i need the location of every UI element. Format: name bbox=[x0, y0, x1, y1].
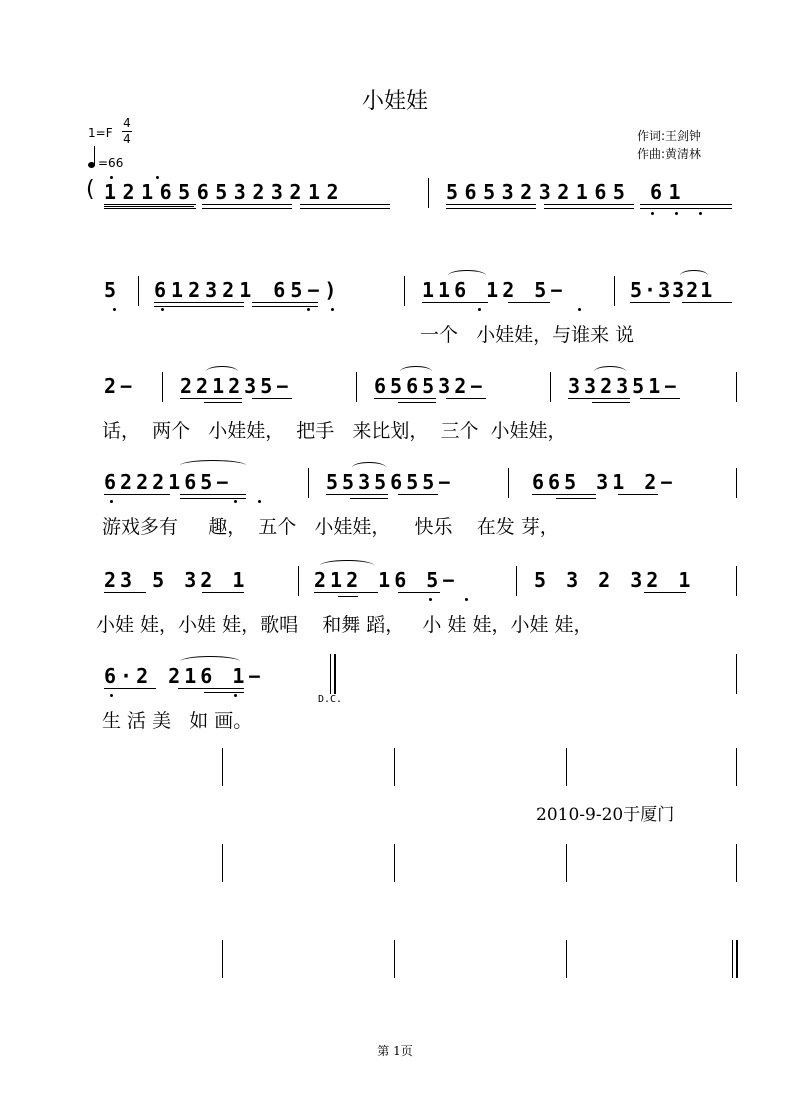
underline bbox=[630, 302, 670, 303]
measure: 2− bbox=[104, 374, 137, 398]
underline bbox=[104, 494, 170, 495]
low-dot bbox=[651, 212, 654, 215]
key-signature: 1=F bbox=[88, 126, 113, 140]
underline bbox=[204, 402, 242, 403]
underline bbox=[314, 592, 378, 593]
measure: 6·2 216 1− bbox=[104, 664, 265, 688]
barline bbox=[428, 178, 429, 208]
date-place: 2010-9-20于厦门 bbox=[536, 805, 675, 825]
low-dot bbox=[234, 500, 237, 503]
lyrics-line: 游戏多有 趣， 五个 小娃娃， 快乐 在发 芽， bbox=[102, 516, 559, 538]
underline bbox=[300, 204, 390, 205]
underline bbox=[202, 592, 244, 593]
empty-barline bbox=[394, 940, 395, 978]
staff-line-2 bbox=[0, 276, 790, 316]
tie-slur bbox=[680, 270, 708, 281]
measure: 332351− bbox=[568, 374, 681, 398]
underline bbox=[204, 692, 244, 693]
tie-slur bbox=[320, 560, 374, 571]
open-paren: ( bbox=[86, 177, 95, 202]
barline bbox=[298, 566, 299, 596]
low-dot bbox=[578, 308, 581, 311]
lyricist-credit: 作词:王剑钟 bbox=[637, 129, 702, 143]
underline bbox=[104, 206, 194, 207]
barline bbox=[138, 276, 139, 306]
underline bbox=[202, 208, 292, 209]
underline bbox=[350, 498, 388, 499]
empty-barline bbox=[222, 844, 223, 882]
dc-marking: D.C. bbox=[318, 694, 343, 705]
measure: 656532− bbox=[374, 374, 487, 398]
measure: 212 16 5− bbox=[314, 568, 459, 592]
quarter-note-stem bbox=[94, 146, 95, 166]
measure: 612321 65−) bbox=[154, 278, 342, 302]
empty-barline bbox=[736, 748, 737, 786]
tie-slur bbox=[180, 656, 240, 667]
lyrics-line: 话， 两个 小娃娃， 把手 来比划， 三个 小娃娃， bbox=[102, 420, 567, 442]
final-barline-thin bbox=[732, 940, 733, 978]
lyrics-line: 一个 小娃娃，与谁来 说 bbox=[420, 324, 635, 346]
underline bbox=[508, 302, 550, 303]
tie-slur bbox=[352, 462, 386, 473]
page-title: 小娃娃 bbox=[361, 89, 428, 114]
high-dot bbox=[110, 176, 113, 179]
barline bbox=[356, 372, 357, 402]
underline bbox=[154, 306, 244, 307]
time-signature-divider bbox=[122, 131, 132, 132]
underline bbox=[104, 208, 196, 209]
low-dot bbox=[699, 212, 702, 215]
underline bbox=[180, 398, 242, 399]
barline bbox=[736, 372, 737, 402]
underline bbox=[568, 398, 630, 399]
low-dot bbox=[478, 308, 481, 311]
underline bbox=[640, 208, 732, 209]
staff-line-3 bbox=[0, 372, 790, 412]
time-signature-top: 4 bbox=[123, 116, 131, 130]
underline bbox=[154, 302, 244, 303]
empty-barline bbox=[222, 748, 223, 786]
underline bbox=[104, 204, 196, 205]
double-barline-thick bbox=[334, 654, 336, 694]
underline bbox=[104, 592, 146, 593]
measure: 5 3 2 32 1 bbox=[534, 568, 695, 592]
underline bbox=[544, 208, 634, 209]
barline bbox=[516, 566, 517, 596]
underline bbox=[640, 204, 732, 205]
measure: 5·3321 bbox=[630, 278, 715, 302]
underline bbox=[104, 688, 156, 689]
underline bbox=[592, 402, 630, 403]
underline bbox=[682, 302, 732, 303]
measure: 5535655− bbox=[326, 470, 455, 494]
underline bbox=[556, 498, 596, 499]
tie-slur bbox=[448, 270, 486, 281]
low-dot bbox=[465, 598, 468, 601]
low-dot bbox=[429, 598, 432, 601]
empty-barline bbox=[566, 844, 567, 882]
underline bbox=[618, 494, 658, 495]
low-dot bbox=[675, 212, 678, 215]
tie-slur bbox=[400, 366, 432, 377]
page-number: 第 1页 bbox=[377, 1044, 413, 1058]
lyrics-line: 生 活 美 如 画。 bbox=[102, 710, 253, 732]
underline bbox=[338, 596, 358, 597]
barline bbox=[736, 654, 737, 694]
low-dot bbox=[234, 694, 237, 697]
barline bbox=[308, 468, 309, 498]
lyrics-line: 小娃 娃，小娃 娃，歌唱 和舞 蹈， 小 娃 娃，小娃 娃， bbox=[96, 614, 593, 636]
composer-credit: 作曲:黄清林 bbox=[637, 147, 702, 161]
underline bbox=[252, 306, 318, 307]
empty-barline bbox=[394, 748, 395, 786]
low-dot bbox=[161, 308, 164, 311]
measure: 116 12 5− bbox=[422, 278, 567, 302]
underline bbox=[252, 302, 318, 303]
underline bbox=[178, 688, 244, 689]
final-barline-thick bbox=[736, 940, 738, 978]
staff-line-4 bbox=[0, 468, 790, 508]
tie-slur bbox=[594, 366, 626, 377]
underline bbox=[446, 208, 536, 209]
empty-barline bbox=[394, 844, 395, 882]
underline bbox=[398, 592, 440, 593]
underline bbox=[180, 494, 246, 495]
underline bbox=[398, 494, 438, 495]
underline bbox=[326, 494, 388, 495]
empty-barline bbox=[736, 844, 737, 882]
empty-barline bbox=[566, 748, 567, 786]
underline bbox=[544, 204, 634, 205]
barline bbox=[736, 566, 737, 596]
low-dot bbox=[258, 500, 261, 503]
high-dot bbox=[156, 176, 159, 179]
underline bbox=[374, 398, 436, 399]
underline bbox=[252, 398, 292, 399]
underline bbox=[446, 398, 486, 399]
underline bbox=[422, 302, 488, 303]
underline bbox=[300, 208, 390, 209]
barline bbox=[736, 468, 737, 498]
underline bbox=[446, 204, 536, 205]
measure: 5 bbox=[104, 278, 117, 302]
tempo-value: =66 bbox=[98, 156, 124, 170]
measure: 221235− bbox=[180, 374, 293, 398]
staff-line-5 bbox=[0, 566, 790, 606]
low-dot bbox=[307, 308, 310, 311]
staff-line-6 bbox=[0, 662, 790, 702]
barline bbox=[404, 276, 405, 306]
underline bbox=[180, 498, 246, 499]
measure: 665 31 2− bbox=[532, 470, 677, 494]
barline bbox=[614, 276, 615, 306]
low-dot bbox=[110, 694, 113, 697]
measure: 23 5 32 1 bbox=[104, 568, 249, 592]
time-signature bbox=[120, 116, 134, 147]
underline bbox=[644, 592, 686, 593]
empty-barline bbox=[566, 940, 567, 978]
empty-barline bbox=[222, 940, 223, 978]
tie-slur bbox=[180, 460, 246, 471]
low-dot bbox=[331, 308, 334, 311]
staff-line-1 bbox=[0, 178, 790, 218]
low-dot bbox=[113, 308, 116, 311]
underline bbox=[532, 494, 596, 495]
low-dot bbox=[110, 500, 113, 503]
underline bbox=[398, 402, 436, 403]
measure: 1216565323212 bbox=[104, 180, 346, 204]
measure: 5653232165 61 bbox=[446, 180, 688, 204]
measure: 6222165− bbox=[104, 470, 233, 494]
tie-slur bbox=[206, 366, 238, 377]
double-barline-thin bbox=[330, 654, 331, 694]
underline bbox=[640, 398, 680, 399]
time-signature-bottom: 4 bbox=[123, 132, 131, 146]
underline bbox=[202, 204, 292, 205]
barline bbox=[550, 372, 551, 402]
barline bbox=[162, 372, 163, 402]
barline bbox=[508, 468, 509, 498]
